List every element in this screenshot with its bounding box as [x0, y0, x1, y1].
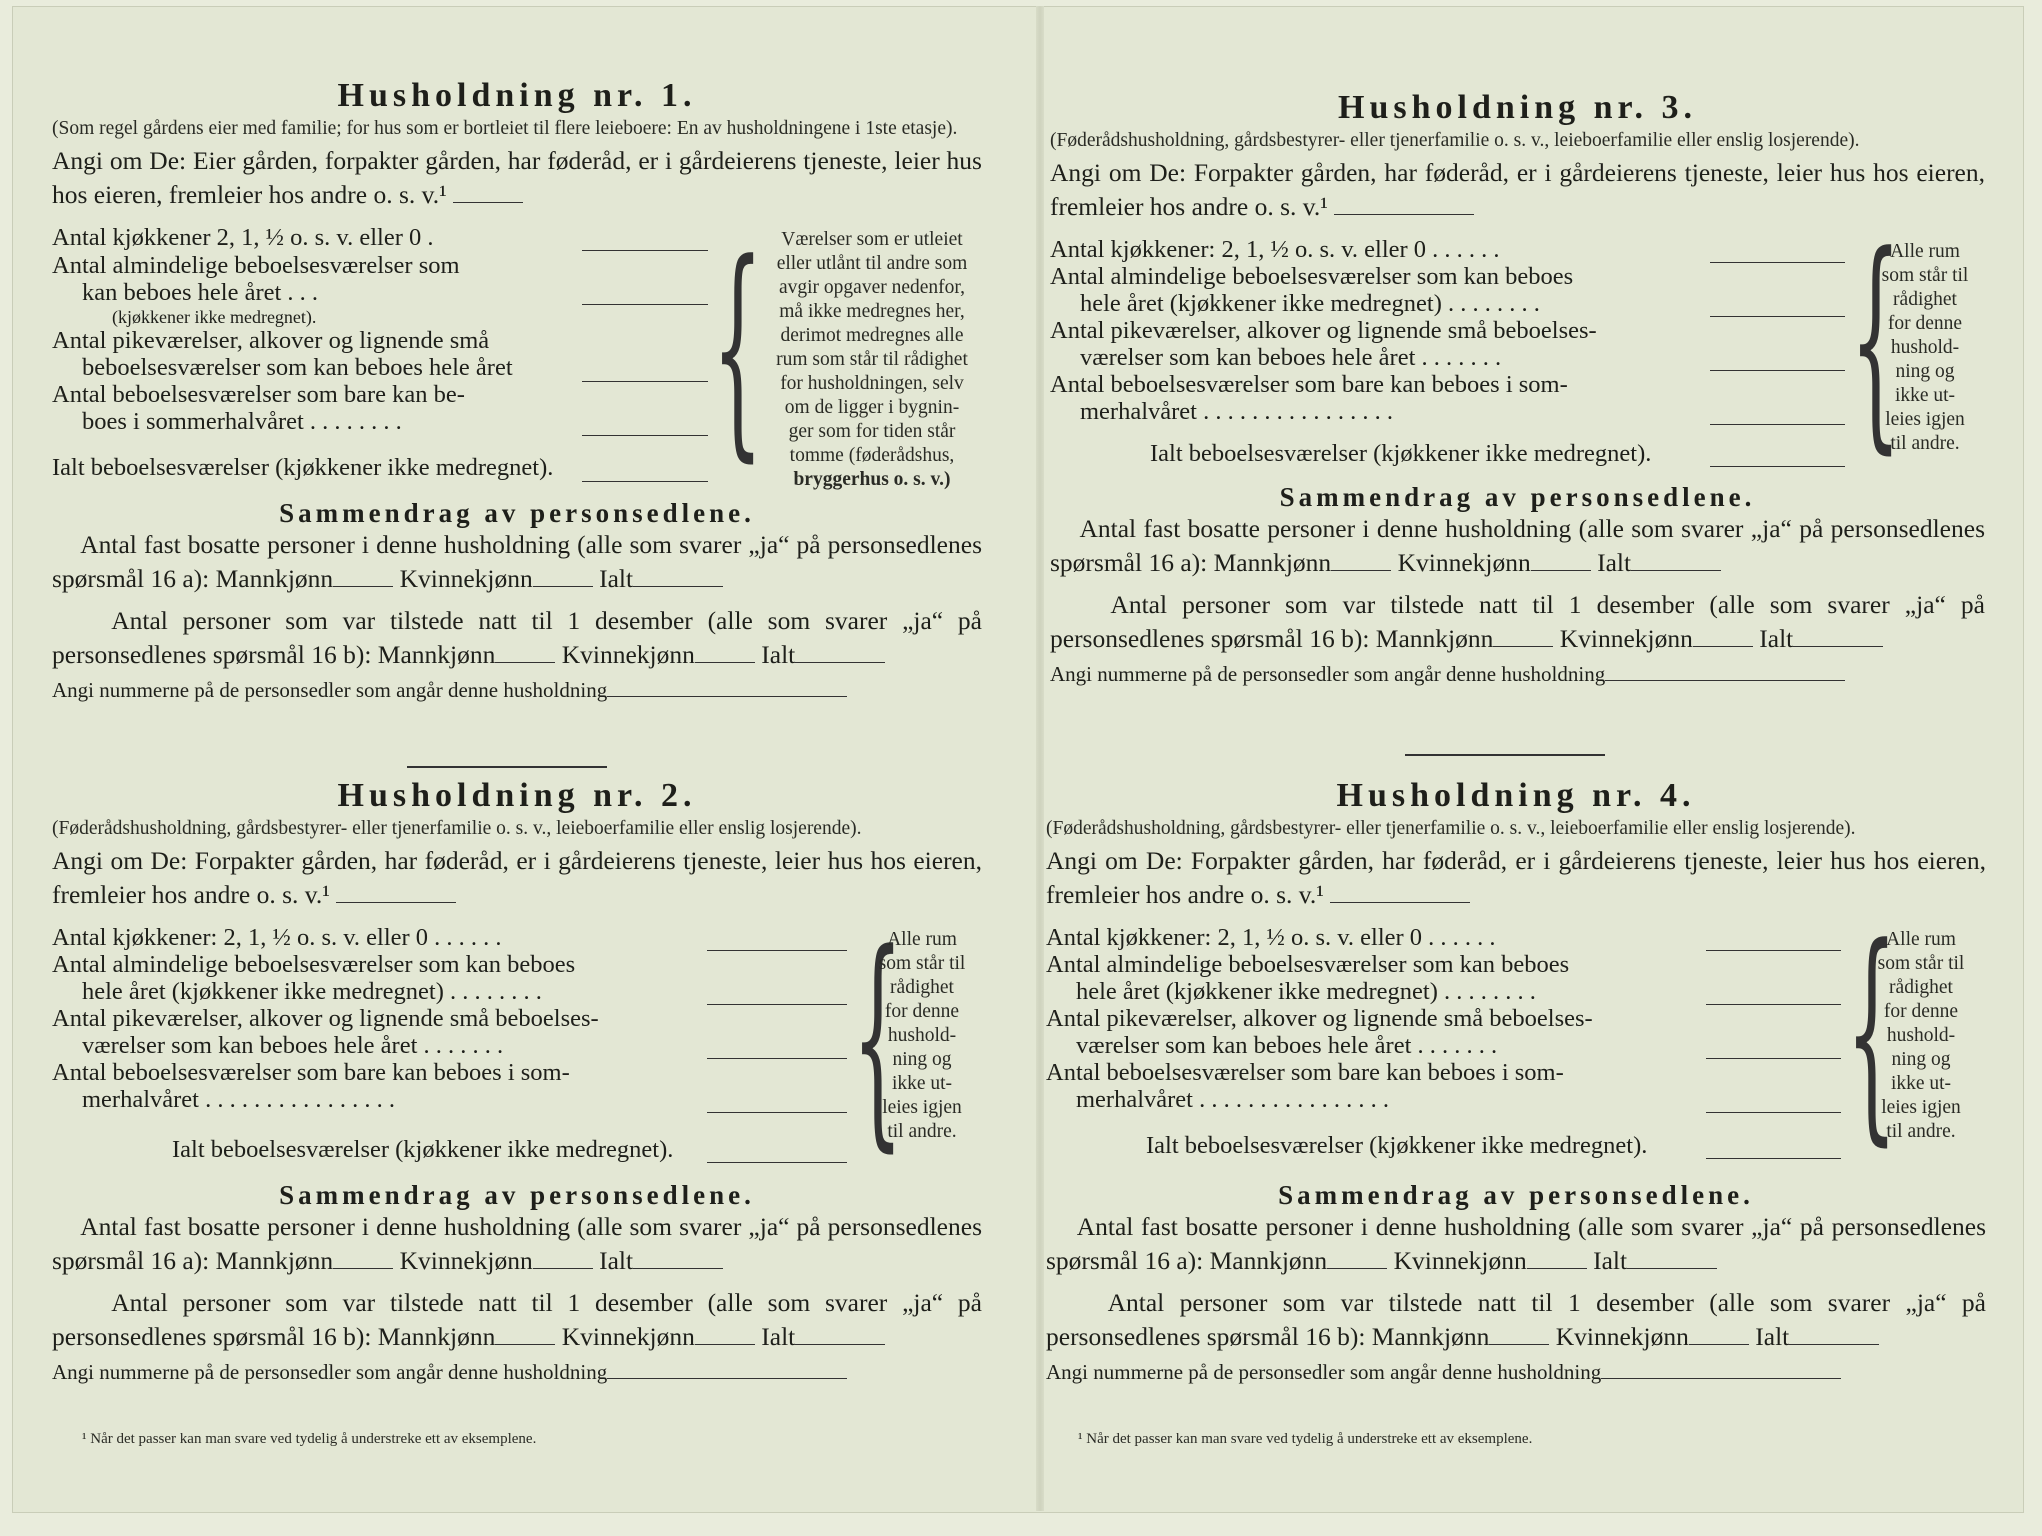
- rooms-kitchens: Antal kjøkkener 2, 1, ½ o. s. v. eller 0 .: [52, 224, 434, 251]
- rooms-small-cont: værelser som kan beboes hele året . . . . . . .: [1080, 344, 1502, 371]
- rooms-summer: Antal beboelsesværelser som bare kan beboes i som-: [1046, 1059, 1564, 1086]
- household-title: Husholdning nr. 2.: [337, 777, 697, 814]
- rooms-small: Antal pikeværelser, alkover og lignende små beboelses-: [1046, 1005, 1593, 1032]
- rooms-ordinary-cont: hele året (kjøkkener ikke medregnet) . . . . . . . .: [1080, 290, 1540, 317]
- household-1: [52, 76, 982, 704]
- summary-a: Antal fast bosatte personer i denne husholdning (alle som svarer „ja“ på personsedlenes spørsmål 16 a): Mannkjønn Kvinnekjønn Ialt: [1046, 1212, 1986, 1275]
- answer-line: [1706, 1158, 1841, 1159]
- rooms-block: [1050, 207, 1985, 476]
- summary-b: Antal personer som var tilstede natt til 1 desember (alle som svarer „ja“ på personsedlenes spørsmål 16 b): Mannkjønn Kvinnekjønn Ialt: [52, 606, 982, 669]
- numbers-line: Angi nummerne på de personsedler som angår denne husholdning: [52, 1358, 982, 1386]
- rooms-summer-cont: merhalvåret . . . . . . . . . . . . . . . .: [1080, 398, 1393, 425]
- answer-line: [1706, 1112, 1841, 1113]
- answer-line: [1710, 466, 1845, 467]
- summary-title: Sammendrag av personsedlene.: [1279, 482, 1756, 512]
- answer-line: [582, 250, 708, 251]
- summary-b: Antal personer som var tilstede natt til 1 desember (alle som svarer „ja“ på personsedlenes spørsmål 16 b): Mannkjønn Kvinnekjønn Ialt: [1046, 1288, 1986, 1351]
- answer-line: [582, 481, 708, 482]
- brace: {: [712, 215, 764, 482]
- summary-title: Sammendrag av personsedlene.: [1278, 1180, 1754, 1210]
- household-note: (Føderådshusholdning, gårdsbestyrer- eller tjenerfamilie o. s. v., leieboerfamilie eller enslig losjerende).: [1046, 818, 1856, 839]
- household-3: [1050, 88, 1985, 688]
- answer-line: [1706, 1004, 1841, 1005]
- household-note: (Føderådshusholdning, gårdsbestyrer- eller tjenerfamilie o. s. v., leieboerfamilie eller enslig losjerende).: [1050, 130, 1860, 151]
- rooms-ordinary-note: (kjøkkener ikke medregnet).: [112, 307, 317, 327]
- numbers-line: Angi nummerne på de personsedler som angår denne husholdning: [52, 676, 982, 704]
- side-note: Alle rum som står til rådighet for denne hushold- ning og ikke ut- leies igjen til andre.: [1877, 929, 1965, 1142]
- rooms-small: Antal pikeværelser, alkover og lignende små beboelses-: [52, 1005, 599, 1032]
- left-page: [12, 6, 997, 1476]
- rooms-summer-cont: boes i sommerhalvåret . . . . . . . .: [82, 408, 402, 435]
- answer-line: [1706, 950, 1841, 951]
- rooms-total: Ialt beboelsesværelser (kjøkkener ikke medregnet).: [52, 454, 554, 481]
- household-angi: Angi om De: Forpakter gården, har føderåd, er i gårdeierens tjeneste, leier hus hos eieren, fremleier hos andre o. s. v.¹: [52, 846, 982, 909]
- footnote: ¹ Når det passer kan man svare ved tydelig å understreke ett av eksemplene.: [82, 1431, 537, 1447]
- rooms-ordinary-cont: hele året (kjøkkener ikke medregnet) . . . . . . . .: [82, 978, 542, 1005]
- rooms-summer-cont: merhalvåret . . . . . . . . . . . . . . . .: [1076, 1086, 1389, 1113]
- household-title: Husholdning nr. 1.: [337, 77, 697, 114]
- rooms-ordinary: Antal almindelige beboelsesværelser som: [52, 252, 460, 279]
- rooms-summer: Antal beboelsesværelser som bare kan beboes i som-: [1050, 371, 1568, 398]
- brace: {: [1846, 899, 1898, 1166]
- answer-line: [707, 1058, 847, 1059]
- answer-line: [582, 304, 708, 305]
- household-angi: Angi om De: Eier gården, forpakter gården, har føderåd, er i gårdeierens tjeneste, leier hus hos eieren, fremleier hos andre o. s. v.¹: [52, 146, 982, 209]
- answer-line: [707, 1004, 847, 1005]
- summary-b: Antal personer som var tilstede natt til 1 desember (alle som svarer „ja“ på personsedlenes spørsmål 16 b): Mannkjønn Kvinnekjønn Ialt: [52, 1288, 982, 1351]
- answer-line: [1710, 370, 1845, 371]
- brace: {: [852, 905, 904, 1172]
- summary-title: Sammendrag av personsedlene.: [279, 498, 755, 528]
- side-note: Værelser som er utleiet eller utlånt til andre som avgir opgaver nedenfor, må ikke medregnes her, derimot medregnes alle rum som står til rådighet for husholdningen, selv om de ligger i bygnin- ger som for tiden står tomme (føderådshus, bryggerhus o. s. v.): [776, 229, 968, 490]
- rooms-small-cont: værelser som kan beboes hele året . . . . . . .: [1076, 1032, 1498, 1059]
- answer-line: [707, 1112, 847, 1113]
- answer-line: [1706, 1058, 1841, 1059]
- summary-title: Sammendrag av personsedlene.: [279, 1180, 755, 1210]
- household-title: Husholdning nr. 3.: [1338, 89, 1697, 126]
- rooms-ordinary: Antal almindelige beboelsesværelser som kan beboes: [52, 951, 576, 978]
- rooms-small: Antal pikeværelser, alkover og lignende små: [52, 327, 490, 354]
- household-angi: Angi om De: Forpakter gården, har føderåd, er i gårdeierens tjeneste, leier hus hos eieren, fremleier hos andre o. s. v.¹: [1050, 158, 1985, 221]
- rooms-small-cont: beboelsesværelser som kan beboes hele året: [82, 354, 513, 381]
- rooms-ordinary-cont: hele året (kjøkkener ikke medregnet) . . . . . . . .: [1076, 978, 1536, 1005]
- summary-a: Antal fast bosatte personer i denne husholdning (alle som svarer „ja“ på personsedlenes spørsmål 16 a): Mannkjønn Kvinnekjønn Ialt: [52, 1212, 982, 1275]
- answer-line: [582, 435, 708, 436]
- rooms-total: Ialt beboelsesværelser (kjøkkener ikke medregnet).: [1146, 1132, 1648, 1159]
- rooms-block: [1046, 899, 1986, 1174]
- rooms-summer-cont: merhalvåret . . . . . . . . . . . . . . . .: [82, 1086, 395, 1113]
- rooms-ordinary-cont: kan beboes hele året . . .: [82, 279, 319, 306]
- rooms-kitchens: Antal kjøkkener: 2, 1, ½ o. s. v. eller 0 . . . . . .: [52, 924, 502, 951]
- household-4: [1046, 776, 1986, 1386]
- rooms-small: Antal pikeværelser, alkover og lignende små beboelses-: [1050, 317, 1597, 344]
- rooms-kitchens: Antal kjøkkener: 2, 1, ½ o. s. v. eller 0 . . . . . .: [1046, 924, 1496, 951]
- answer-line: [1710, 262, 1845, 263]
- rooms-summer: Antal beboelsesværelser som bare kan be-: [52, 381, 465, 408]
- rooms-block: [52, 215, 982, 490]
- answer-line: [1710, 424, 1845, 425]
- separator: [407, 766, 607, 768]
- household-note: (Som regel gårdens eier med familie; for hus som er bortleiet til flere leieboere: En av husholdningene i 1ste etasje).: [52, 118, 958, 139]
- household-2: [52, 776, 982, 1386]
- household-angi: Angi om De: Forpakter gården, har føderåd, er i gårdeierens tjeneste, leier hus hos eieren, fremleier hos andre o. s. v.¹: [1046, 846, 1986, 909]
- household-note: (Føderådshusholdning, gårdsbestyrer- eller tjenerfamilie o. s. v., leieboerfamilie eller enslig losjerende).: [52, 818, 862, 839]
- answer-line: [707, 1162, 847, 1163]
- rooms-total: Ialt beboelsesværelser (kjøkkener ikke medregnet).: [172, 1136, 674, 1163]
- answer-line: [582, 381, 708, 382]
- answer-line: [707, 950, 847, 951]
- side-note: Alle rum som står til rådighet for denne hushold- ning og ikke ut- leies igjen til andre.: [1881, 241, 1969, 454]
- household-title: Husholdning nr. 4.: [1336, 777, 1696, 814]
- right-page: [1040, 6, 2025, 1476]
- summary-b: Antal personer som var tilstede natt til 1 desember (alle som svarer „ja“ på personsedlenes spørsmål 16 b): Mannkjønn Kvinnekjønn Ialt: [1050, 590, 1985, 653]
- numbers-line: Angi nummerne på de personsedler som angår denne husholdning: [1046, 1358, 1986, 1386]
- footnote: ¹ Når det passer kan man svare ved tydelig å understreke ett av eksemplene.: [1078, 1431, 1533, 1447]
- rooms-ordinary: Antal almindelige beboelsesværelser som kan beboes: [1046, 951, 1570, 978]
- brace: {: [1850, 207, 1902, 474]
- separator: [1405, 754, 1605, 756]
- summary-a: Antal fast bosatte personer i denne husholdning (alle som svarer „ja“ på personsedlenes spørsmål 16 a): Mannkjønn Kvinnekjønn Ialt: [1050, 514, 1985, 577]
- rooms-ordinary: Antal almindelige beboelsesværelser som kan beboes: [1050, 263, 1574, 290]
- rooms-small-cont: værelser som kan beboes hele året . . . . . . .: [82, 1032, 504, 1059]
- answer-line: [1710, 316, 1845, 317]
- numbers-line: Angi nummerne på de personsedler som angår denne husholdning: [1050, 660, 1985, 688]
- rooms-summer: Antal beboelsesværelser som bare kan beboes i som-: [52, 1059, 570, 1086]
- rooms-total: Ialt beboelsesværelser (kjøkkener ikke medregnet).: [1150, 440, 1652, 467]
- rooms-kitchens: Antal kjøkkener: 2, 1, ½ o. s. v. eller 0 . . . . . .: [1050, 236, 1500, 263]
- rooms-block: [52, 905, 982, 1174]
- side-note: Alle rum som står til rådighet for denne hushold- ning og ikke ut- leies igjen til andre.: [878, 929, 966, 1142]
- summary-a: Antal fast bosatte personer i denne husholdning (alle som svarer „ja“ på personsedlenes spørsmål 16 a): Mannkjønn Kvinnekjønn Ialt: [52, 530, 982, 593]
